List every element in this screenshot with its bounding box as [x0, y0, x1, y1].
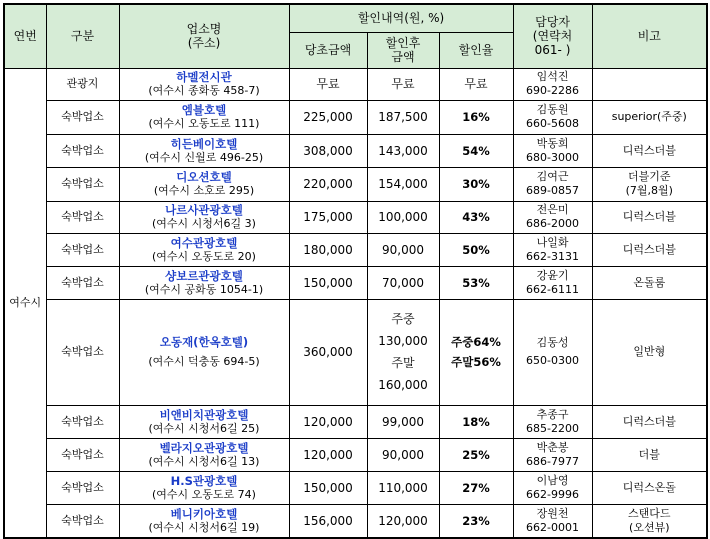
- manager-cell: [513, 405, 592, 438]
- manager-name: 전은미: [536, 203, 569, 216]
- discounted-price: [367, 299, 439, 405]
- weekday-rate: 주중64%: [451, 335, 501, 349]
- business-address: (여수시 덕충동 694-5): [148, 355, 260, 368]
- header-after-line1: 할인후: [385, 36, 421, 50]
- discounted-price: 70,000: [367, 266, 439, 299]
- name-cell: [119, 438, 289, 471]
- business-name: 벨라지오관광호텔: [159, 440, 249, 455]
- note-cell: 디럭스더블: [592, 134, 707, 167]
- manager-cell: [513, 471, 592, 504]
- table-row: [4, 167, 707, 201]
- weekend-label: 주말: [391, 356, 415, 370]
- discount-rate: 30%: [439, 167, 513, 201]
- table-row: [4, 68, 707, 100]
- manager-name: 김동원: [536, 103, 569, 116]
- business-address: (여수시 시청서6길 25): [148, 421, 260, 435]
- weekend-price: 160,000: [378, 378, 428, 392]
- header-manager: [513, 4, 592, 68]
- business-address: (여수시 소호로 295): [153, 184, 255, 197]
- original-price: 225,000: [289, 100, 367, 134]
- manager-cell: [513, 134, 592, 167]
- table-row: [4, 504, 707, 538]
- name-cell: [119, 471, 289, 504]
- discounted-price: 143,000: [367, 134, 439, 167]
- table-row: [4, 471, 707, 504]
- manager-name: 추종구: [536, 407, 569, 421]
- type-cell: 숙박업소: [46, 134, 119, 167]
- table-row: [4, 233, 707, 266]
- discounted-price: 110,000: [367, 471, 439, 504]
- business-address: (여수시 오동도로 20): [152, 249, 256, 263]
- business-address: (여수시 시청서6길 3): [152, 217, 256, 230]
- manager-cell: [513, 504, 592, 538]
- business-name: 하멜전시관: [176, 70, 232, 84]
- discount-rate: 23%: [439, 504, 513, 538]
- name-cell: [119, 201, 289, 233]
- original-price: 150,000: [289, 471, 367, 504]
- manager-phone: 686-2000: [526, 217, 580, 230]
- business-name: 디오션호텔: [176, 170, 232, 184]
- manager-name: 이남영: [536, 473, 569, 487]
- discounted-price: 무료: [367, 68, 439, 100]
- business-name: 오동재(한옥호텔): [159, 335, 249, 349]
- table-row: [4, 100, 707, 134]
- business-address: (여수시 오동도로 111): [148, 117, 260, 130]
- manager-phone: 680-3000: [526, 150, 580, 164]
- manager-cell: [513, 299, 592, 405]
- discount-rate: 54%: [439, 134, 513, 167]
- type-cell: 숙박업소: [46, 299, 119, 405]
- note-line2: (오션뷰): [629, 520, 670, 534]
- name-cell: [119, 405, 289, 438]
- manager-phone: 690-2286: [526, 84, 580, 97]
- type-cell: 숙박업소: [46, 266, 119, 299]
- discount-rate: 16%: [439, 100, 513, 134]
- manager-name: 임석진: [536, 70, 569, 83]
- name-cell: [119, 266, 289, 299]
- header-manager-sub: (연락처: [532, 29, 573, 44]
- header-manager-sub2: 061- ): [534, 43, 571, 58]
- note-cell: 디럭스더블: [592, 405, 707, 438]
- note-cell: 디럭스더블: [592, 201, 707, 233]
- table-row: [4, 299, 707, 405]
- manager-phone: 662-3131: [526, 249, 580, 263]
- original-price: 180,000: [289, 233, 367, 266]
- region-cell: 여수시: [4, 68, 46, 538]
- discounted-price: 90,000: [367, 233, 439, 266]
- manager-name: 강윤기: [536, 268, 569, 282]
- discount-rate: 18%: [439, 405, 513, 438]
- discount-rate: 53%: [439, 266, 513, 299]
- type-cell: 숙박업소: [46, 471, 119, 504]
- manager-phone: 662-9996: [526, 487, 580, 501]
- original-price: 무료: [289, 68, 367, 100]
- type-cell: 숙박업소: [46, 201, 119, 233]
- business-name: 샹보르관광호텔: [165, 268, 243, 283]
- weekend-rate: 주말56%: [451, 355, 501, 369]
- note-line1: 더블기준: [628, 170, 671, 183]
- manager-phone: 685-2200: [526, 421, 580, 435]
- business-name: 나르사관광호텔: [165, 203, 243, 217]
- discount-table: [3, 3, 708, 539]
- note-cell: 디럭스온돌: [592, 471, 707, 504]
- original-price: 120,000: [289, 405, 367, 438]
- name-cell: [119, 100, 289, 134]
- manager-cell: [513, 68, 592, 100]
- discount-rate: 43%: [439, 201, 513, 233]
- manager-cell: [513, 438, 592, 471]
- header-name-label: 업소명: [186, 22, 222, 37]
- discount-rate: [439, 299, 513, 405]
- discount-rate: 27%: [439, 471, 513, 504]
- manager-cell: [513, 266, 592, 299]
- discounted-price: 154,000: [367, 167, 439, 201]
- discounted-price: 100,000: [367, 201, 439, 233]
- discount-rate: 무료: [439, 68, 513, 100]
- header-name: [119, 4, 289, 68]
- header-rate: 할인율: [439, 32, 513, 68]
- manager-phone: 689-0857: [526, 184, 580, 197]
- note-cell: 디럭스더블: [592, 233, 707, 266]
- business-name: 여수관광호텔: [170, 235, 238, 250]
- weekday-price: 130,000: [378, 334, 428, 348]
- header-after-line2: 금액: [391, 50, 415, 64]
- manager-cell: [513, 201, 592, 233]
- manager-name: 박동희: [536, 136, 569, 150]
- name-cell: [119, 134, 289, 167]
- header-type: 구분: [46, 4, 119, 68]
- header-region: 연번: [4, 4, 46, 68]
- discount-rate: 25%: [439, 438, 513, 471]
- business-address: (여수시 신월로 496-25): [144, 150, 264, 164]
- type-cell: 관광지: [46, 68, 119, 100]
- type-cell: 숙박업소: [46, 438, 119, 471]
- discounted-price: 90,000: [367, 438, 439, 471]
- discounted-price: 120,000: [367, 504, 439, 538]
- header-original: 당초금액: [289, 32, 367, 68]
- type-cell: 숙박업소: [46, 405, 119, 438]
- note-cell: superior(주중): [592, 100, 707, 134]
- manager-name: 박춘봉: [536, 440, 569, 454]
- business-address: (여수시 오동도로 74): [152, 487, 256, 501]
- business-address: (여수시 시청서6길 13): [148, 454, 260, 468]
- business-address: (여수시 시청서6길 19): [148, 520, 260, 534]
- original-price: 220,000: [289, 167, 367, 201]
- name-cell: [119, 299, 289, 405]
- note-line1: 스탠다드: [628, 506, 671, 520]
- manager-name: 김여근: [536, 170, 569, 183]
- name-cell: [119, 167, 289, 201]
- name-cell: [119, 233, 289, 266]
- type-cell: 숙박업소: [46, 167, 119, 201]
- discount-rate: 50%: [439, 233, 513, 266]
- name-cell: [119, 504, 289, 538]
- business-address: (여수시 공화동 1054-1): [144, 282, 264, 296]
- discounted-price: 99,000: [367, 405, 439, 438]
- original-price: 308,000: [289, 134, 367, 167]
- header-note: 비고: [592, 4, 707, 68]
- manager-cell: [513, 233, 592, 266]
- header-after: [367, 32, 439, 68]
- manager-name: 김동성: [536, 336, 569, 349]
- discounted-price: 187,500: [367, 100, 439, 134]
- note-cell: 온돌룸: [592, 266, 707, 299]
- type-cell: 숙박업소: [46, 504, 119, 538]
- manager-phone: 650-0300: [526, 354, 580, 367]
- header-discount: 할인내역(원, %): [289, 4, 513, 32]
- original-price: 150,000: [289, 266, 367, 299]
- note-cell: 더블: [592, 438, 707, 471]
- note-cell: [592, 504, 707, 538]
- table-row: [4, 134, 707, 167]
- manager-cell: [513, 167, 592, 201]
- business-name: 히든베이호텔: [170, 136, 238, 151]
- business-name: 비앤비치관광호텔: [159, 407, 249, 422]
- original-price: 120,000: [289, 438, 367, 471]
- manager-phone: 662-6111: [526, 282, 580, 296]
- business-name: 베니키아호텔: [170, 506, 238, 521]
- type-cell: 숙박업소: [46, 100, 119, 134]
- note-line2: (7월,8월): [625, 184, 673, 197]
- header-name-sub: (주소): [187, 36, 221, 51]
- weekday-label: 주중: [391, 312, 415, 326]
- name-cell: [119, 68, 289, 100]
- table-row: [4, 405, 707, 438]
- business-address: (여수시 종화동 458-7): [148, 84, 260, 97]
- header-manager-label: 담당자: [535, 15, 570, 30]
- table-row: [4, 438, 707, 471]
- manager-name: 나일화: [536, 235, 569, 249]
- original-price: 156,000: [289, 504, 367, 538]
- table-row: [4, 201, 707, 233]
- manager-phone: 660-5608: [526, 117, 580, 130]
- manager-cell: [513, 100, 592, 134]
- original-price: 175,000: [289, 201, 367, 233]
- business-name: H.S관광호텔: [170, 473, 238, 488]
- note-cell: [592, 68, 707, 100]
- note-cell: 일반형: [592, 299, 707, 405]
- table-row: [4, 266, 707, 299]
- note-cell: [592, 167, 707, 201]
- manager-phone: 686-7977: [526, 454, 580, 468]
- type-cell: 숙박업소: [46, 233, 119, 266]
- original-price: 360,000: [289, 299, 367, 405]
- business-name: 엠블호텔: [181, 103, 227, 117]
- manager-name: 장원천: [536, 506, 569, 520]
- manager-phone: 662-0001: [526, 520, 580, 534]
